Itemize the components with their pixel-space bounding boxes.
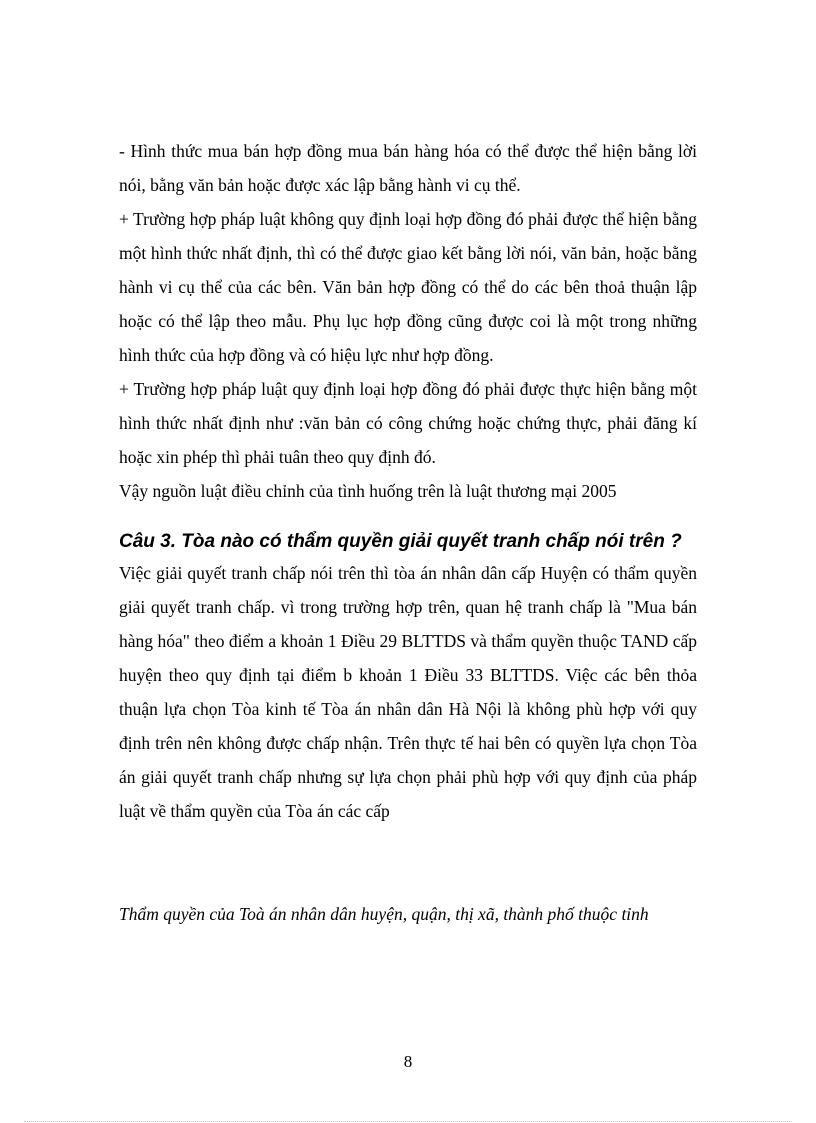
page-number: 8: [403, 1052, 413, 1071]
paragraph-case-form-required: + Trường hợp pháp luật quy định loại hợp đồng đó phải được thực hiện bằng một hình thức nhất định như :văn bản có công chứng hoặc chứng thực, phải đăng kí hoặc xin phép thì phải tuân theo quy định đó.: [119, 379, 697, 467]
section-jurisdiction: [119, 556, 697, 828]
paragraph-governing-law: Vậy nguồn luật điều chỉnh của tình huống trên là luật thương mại 2005: [119, 481, 617, 501]
question-3-heading: Câu 3. Tòa nào có thẩm quyền giải quyết tranh chấp nói trên ?: [119, 531, 682, 552]
italic-subheading: Thẩm quyền của Toà án nhân dân huyện, quận, thị xã, thành phố thuộc tỉnh: [119, 904, 649, 924]
paragraph-case-no-form-required: + Trường hợp pháp luật không quy định loại hợp đồng đó phải được thể hiện bằng một hình thức nhất định, thì có thể được giao kết bằng lời nói, văn bản, hoặc bằng hành vi cụ thể của các bên. Văn bản hợp đồng có thể do các bên thoả thuận lập hoặc có thể lập theo mẫu. Phụ lục hợp đồng cũng được coi là một trong những hình thức của hợp đồng và có hiệu lực như hợp đồng.: [119, 209, 697, 365]
paragraph-jurisdiction-answer: Việc giải quyết tranh chấp nói trên thì tòa án nhân dân cấp Huyện có thẩm quyền giải quyết tranh chấp. vì trong trường hợp trên, quan hệ tranh chấp là "Mua bán hàng hóa" theo điểm a khoản 1 Điều 29 BLTTDS và thẩm quyền thuộc TAND cấp huyện theo quy định tại điểm b khoản 1 Điều 33 BLTTDS. Việc các bên thỏa thuận lựa chọn Tòa kinh tế Tòa án nhân dân Hà Nội là không phù hợp với quy định trên nên không được chấp nhận. Trên thực tế hai bên có quyền lựa chọn Tòa án giải quyết tranh chấp nhưng sự lựa chọn phải phù hợp với quy định của pháp luật về thẩm quyền của Tòa án các cấp: [119, 563, 697, 821]
footer-divider: [24, 1121, 792, 1122]
paragraph-contract-form: - Hình thức mua bán hợp đồng mua bán hàng hóa có thể được thể hiện bằng lời nói, bằng văn bản hoặc được xác lập bằng hành vi cụ thể.: [119, 141, 697, 195]
section-form-of-contract: [119, 134, 697, 508]
